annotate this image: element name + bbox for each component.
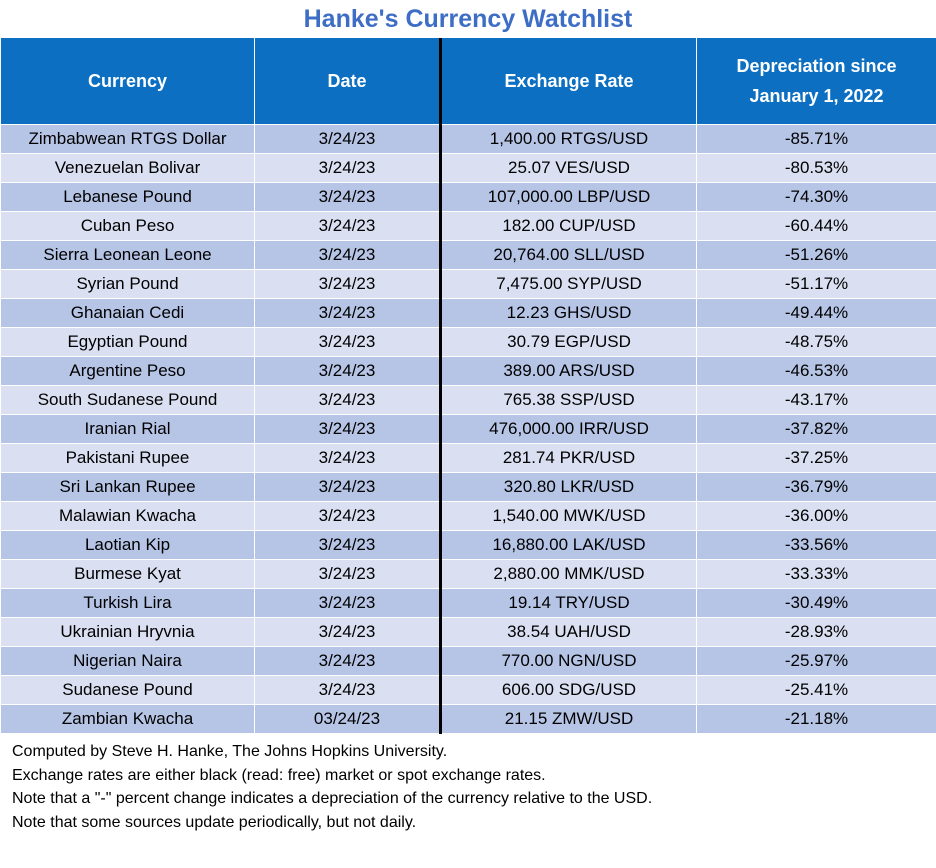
cell-exchange-rate: 2,880.00 MMK/USD <box>441 559 697 588</box>
cell-exchange-rate: 476,000.00 IRR/USD <box>441 414 697 443</box>
footnotes <box>12 740 928 834</box>
cell-currency: South Sudanese Pound <box>1 385 255 414</box>
cell-exchange-rate: 25.07 VES/USD <box>441 153 697 182</box>
cell-exchange-rate: 38.54 UAH/USD <box>441 617 697 646</box>
table-row <box>1 240 936 269</box>
cell-currency: Cuban Peso <box>1 211 255 240</box>
cell-currency: Sri Lankan Rupee <box>1 472 255 501</box>
cell-exchange-rate: 21.15 ZMW/USD <box>441 704 697 733</box>
table-row <box>1 646 936 675</box>
cell-depreciation: -36.00% <box>697 501 936 530</box>
cell-date: 3/24/23 <box>255 414 441 443</box>
cell-depreciation: -33.56% <box>697 530 936 559</box>
cell-exchange-rate: 1,540.00 MWK/USD <box>441 501 697 530</box>
table-header-row <box>1 38 936 124</box>
cell-currency: Zambian Kwacha <box>1 704 255 733</box>
cell-date: 3/24/23 <box>255 211 441 240</box>
cell-currency: Malawian Kwacha <box>1 501 255 530</box>
table-row <box>1 269 936 298</box>
cell-date: 3/24/23 <box>255 443 441 472</box>
footnote: Note that some sources update periodically, but not daily. <box>12 813 417 831</box>
cell-date: 3/24/23 <box>255 559 441 588</box>
cell-exchange-rate: 30.79 EGP/USD <box>441 327 697 356</box>
cell-currency: Nigerian Naira <box>1 646 255 675</box>
cell-exchange-rate: 320.80 LKR/USD <box>441 472 697 501</box>
footnote: Exchange rates are either black (read: free) market or spot exchange rates. <box>12 766 546 784</box>
cell-date: 3/24/23 <box>255 501 441 530</box>
column-header-depreciation <box>697 38 936 124</box>
footnote: Note that a "-" percent change indicates a depreciation of the currency relative to the USD. <box>12 790 653 807</box>
table-row <box>1 414 936 443</box>
table-row <box>1 559 936 588</box>
table-row <box>1 472 936 501</box>
cell-depreciation: -74.30% <box>697 182 936 211</box>
cell-depreciation: -80.53% <box>697 153 936 182</box>
cell-currency: Iranian Rial <box>1 414 255 443</box>
cell-date: 3/24/23 <box>255 646 441 675</box>
cell-exchange-rate: 16,880.00 LAK/USD <box>441 530 697 559</box>
table-row <box>1 356 936 385</box>
cell-currency: Lebanese Pound <box>1 182 255 211</box>
table-row <box>1 530 936 559</box>
cell-depreciation: -85.71% <box>697 124 936 153</box>
cell-depreciation: -51.17% <box>697 269 936 298</box>
cell-exchange-rate: 19.14 TRY/USD <box>441 588 697 617</box>
footnote: Computed by Steve H. Hanke, The Johns Hopkins University. <box>12 743 448 760</box>
cell-currency: Pakistani Rupee <box>1 443 255 472</box>
cell-currency: Sudanese Pound <box>1 675 255 704</box>
cell-currency: Sierra Leonean Leone <box>1 240 255 269</box>
cell-currency: Zimbabwean RTGS Dollar <box>1 124 255 153</box>
cell-depreciation: -33.33% <box>697 559 936 588</box>
table-row <box>1 617 936 646</box>
cell-date: 03/24/23 <box>255 704 441 733</box>
cell-exchange-rate: 1,400.00 RTGS/USD <box>441 124 697 153</box>
table-row <box>1 704 936 733</box>
cell-depreciation: -25.97% <box>697 646 936 675</box>
depreciation-header-line-2: January 1, 2022 <box>749 85 884 106</box>
cell-date: 3/24/23 <box>255 298 441 327</box>
cell-exchange-rate: 107,000.00 LBP/USD <box>441 182 697 211</box>
table-row <box>1 124 936 153</box>
column-header-exchange-rate: Exchange Rate <box>441 38 697 124</box>
table-row <box>1 443 936 472</box>
cell-exchange-rate: 12.23 GHS/USD <box>441 298 697 327</box>
cell-depreciation: -46.53% <box>697 356 936 385</box>
cell-date: 3/24/23 <box>255 588 441 617</box>
cell-exchange-rate: 182.00 CUP/USD <box>441 211 697 240</box>
table-row <box>1 298 936 327</box>
table-row <box>1 327 936 356</box>
cell-date: 3/24/23 <box>255 124 441 153</box>
cell-currency: Ghanaian Cedi <box>1 298 255 327</box>
cell-date: 3/24/23 <box>255 240 441 269</box>
cell-date: 3/24/23 <box>255 472 441 501</box>
cell-currency: Burmese Kyat <box>1 559 255 588</box>
cell-date: 3/24/23 <box>255 327 441 356</box>
cell-depreciation: -30.49% <box>697 588 936 617</box>
cell-exchange-rate: 7,475.00 SYP/USD <box>441 269 697 298</box>
cell-exchange-rate: 20,764.00 SLL/USD <box>441 240 697 269</box>
cell-date: 3/24/23 <box>255 182 441 211</box>
cell-currency: Venezuelan Bolivar <box>1 153 255 182</box>
column-header-currency: Currency <box>1 38 255 124</box>
table-row <box>1 501 936 530</box>
cell-depreciation: -51.26% <box>697 240 936 269</box>
cell-date: 3/24/23 <box>255 356 441 385</box>
cell-currency: Laotian Kip <box>1 530 255 559</box>
table-row <box>1 153 936 182</box>
currency-table <box>0 38 936 734</box>
table-row <box>1 675 936 704</box>
cell-depreciation: -60.44% <box>697 211 936 240</box>
cell-date: 3/24/23 <box>255 269 441 298</box>
table-body <box>1 124 936 733</box>
table-row <box>1 211 936 240</box>
cell-exchange-rate: 389.00 ARS/USD <box>441 356 697 385</box>
cell-depreciation: -37.82% <box>697 414 936 443</box>
cell-date: 3/24/23 <box>255 385 441 414</box>
cell-date: 3/24/23 <box>255 675 441 704</box>
depreciation-header-line-1: Depreciation since <box>736 55 897 76</box>
cell-depreciation: -37.25% <box>697 443 936 472</box>
table-row <box>1 182 936 211</box>
table-row <box>1 588 936 617</box>
cell-depreciation: -36.79% <box>697 472 936 501</box>
cell-depreciation: -25.41% <box>697 675 936 704</box>
cell-date: 3/24/23 <box>255 153 441 182</box>
cell-depreciation: -43.17% <box>697 385 936 414</box>
cell-depreciation: -21.18% <box>697 704 936 733</box>
cell-currency: Ukrainian Hryvnia <box>1 617 255 646</box>
cell-depreciation: -28.93% <box>697 617 936 646</box>
cell-depreciation: -49.44% <box>697 298 936 327</box>
cell-exchange-rate: 770.00 NGN/USD <box>441 646 697 675</box>
cell-date: 3/24/23 <box>255 617 441 646</box>
cell-date: 3/24/23 <box>255 530 441 559</box>
cell-exchange-rate: 765.38 SSP/USD <box>441 385 697 414</box>
cell-depreciation: -48.75% <box>697 327 936 356</box>
cell-currency: Turkish Lira <box>1 588 255 617</box>
cell-exchange-rate: 281.74 PKR/USD <box>441 443 697 472</box>
cell-currency: Syrian Pound <box>1 269 255 298</box>
table-row <box>1 385 936 414</box>
page-title: Hanke's Currency Watchlist <box>303 5 633 33</box>
column-header-date: Date <box>255 38 441 124</box>
cell-currency: Egyptian Pound <box>1 327 255 356</box>
cell-exchange-rate: 606.00 SDG/USD <box>441 675 697 704</box>
cell-currency: Argentine Peso <box>1 356 255 385</box>
